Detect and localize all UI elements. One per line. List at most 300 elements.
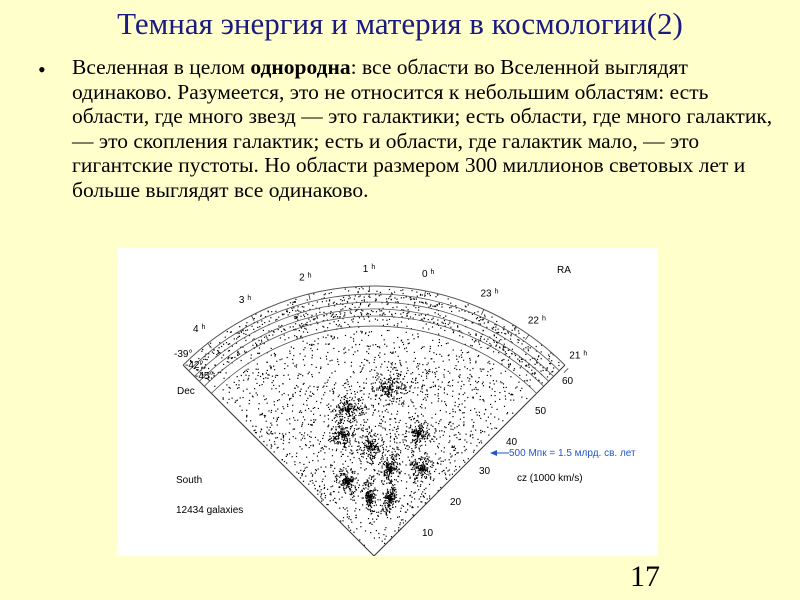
galaxy-point: [335, 417, 336, 418]
galaxy-point: [399, 360, 400, 361]
galaxy-point: [380, 374, 381, 375]
galaxy-point: [480, 418, 481, 419]
galaxy-point: [289, 432, 290, 433]
galaxy-point: [392, 454, 393, 455]
galaxy-point: [307, 405, 308, 406]
galaxy-point: [351, 362, 352, 363]
galaxy-point: [313, 293, 314, 294]
galaxy-point: [357, 449, 358, 450]
galaxy-point: [336, 414, 337, 415]
galaxy-point: [371, 464, 372, 465]
galaxy-point: [480, 399, 481, 400]
galaxy-point: [356, 477, 357, 478]
galaxy-point: [374, 435, 375, 436]
galaxy-point: [324, 415, 325, 416]
galaxy-point: [263, 378, 264, 379]
galaxy-point: [339, 481, 340, 482]
galaxy-point: [372, 450, 373, 451]
galaxy-point: [422, 438, 423, 439]
galaxy-point: [421, 501, 422, 502]
galaxy-point: [413, 392, 414, 393]
cz-tick-60: 60: [562, 376, 574, 387]
galaxy-point: [344, 490, 345, 491]
galaxy-point: [369, 478, 370, 479]
galaxy-point: [423, 432, 424, 433]
galaxy-point: [398, 387, 399, 388]
galaxy-point: [518, 382, 519, 383]
galaxy-point: [297, 386, 298, 387]
galaxy-point: [230, 388, 231, 389]
galaxy-point: [385, 400, 386, 401]
galaxy-point: [426, 303, 427, 304]
galaxy-point: [384, 394, 385, 395]
galaxy-point: [379, 352, 380, 353]
galaxy-point: [382, 445, 383, 446]
galaxy-point: [328, 425, 329, 426]
galaxy-point: [368, 317, 369, 318]
galaxy-point: [271, 431, 272, 432]
galaxy-point: [413, 317, 414, 318]
galaxy-point: [426, 460, 427, 461]
galaxy-point: [284, 329, 285, 330]
galaxy-point: [381, 461, 382, 462]
galaxy-point: [329, 300, 330, 301]
galaxy-point: [415, 358, 416, 359]
galaxy-point: [364, 445, 365, 446]
galaxy-point: [327, 352, 328, 353]
galaxy-point: [519, 360, 520, 361]
galaxy-point: [357, 452, 358, 453]
galaxy-point: [308, 484, 309, 485]
galaxy-point: [352, 347, 353, 348]
galaxy-point: [430, 348, 431, 349]
galaxy-point: [358, 496, 359, 497]
galaxy-point: [304, 328, 305, 329]
galaxy-point: [361, 429, 362, 430]
galaxy-point: [348, 349, 349, 350]
galaxy-point: [404, 386, 405, 387]
galaxy-point: [453, 332, 454, 333]
galaxy-point: [368, 482, 369, 483]
galaxy-point: [380, 446, 381, 447]
galaxy-point: [342, 300, 343, 301]
galaxy-point: [281, 413, 282, 414]
galaxy-point: [425, 315, 426, 316]
galaxy-point: [272, 376, 273, 377]
galaxy-point: [412, 372, 413, 373]
galaxy-point: [344, 444, 345, 445]
galaxy-point: [383, 497, 384, 498]
galaxy-point: [366, 482, 367, 483]
galaxy-point: [549, 374, 550, 375]
galaxy-point: [392, 385, 393, 386]
galaxy-point: [541, 351, 542, 352]
galaxy-point: [494, 334, 495, 335]
galaxy-point: [331, 336, 332, 337]
galaxy-point: [272, 334, 273, 335]
galaxy-point: [425, 493, 426, 494]
galaxy-point: [463, 460, 464, 461]
galaxy-point: [339, 416, 340, 417]
galaxy-point: [468, 458, 469, 459]
galaxy-point: [278, 417, 279, 418]
galaxy-point: [297, 420, 298, 421]
galaxy-point: [397, 462, 398, 463]
galaxy-point: [287, 454, 288, 455]
galaxy-point: [296, 366, 297, 367]
galaxy-point: [347, 476, 348, 477]
galaxy-point: [482, 369, 483, 370]
galaxy-point: [429, 293, 430, 294]
galaxy-point: [388, 507, 389, 508]
galaxy-point: [431, 358, 432, 359]
galaxy-point: [384, 473, 385, 474]
galaxy-point: [412, 290, 413, 291]
galaxy-point: [262, 373, 263, 374]
galaxy-point: [293, 417, 294, 418]
galaxy-point: [305, 476, 306, 477]
galaxy-point: [464, 392, 465, 393]
galaxy-point: [477, 389, 478, 390]
galaxy-point: [295, 323, 296, 324]
galaxy-point: [309, 386, 310, 387]
galaxy-point: [492, 368, 493, 369]
galaxy-point: [421, 428, 422, 429]
galaxy-point: [241, 332, 242, 333]
galaxy-point: [421, 314, 422, 315]
galaxy-point: [449, 469, 450, 470]
galaxy-point: [427, 471, 428, 472]
galaxy-point: [301, 323, 302, 324]
galaxy-point: [344, 396, 345, 397]
galaxy-point: [423, 427, 424, 428]
galaxy-point: [477, 317, 478, 318]
galaxy-point: [198, 358, 199, 359]
galaxy-point: [315, 481, 316, 482]
galaxy-point: [326, 405, 327, 406]
galaxy-point: [352, 398, 353, 399]
galaxy-point: [426, 370, 427, 371]
galaxy-point: [334, 461, 335, 462]
galaxy-point: [254, 318, 255, 319]
galaxy-point: [317, 490, 318, 491]
galaxy-point: [358, 292, 359, 293]
galaxy-point: [439, 342, 440, 343]
galaxy-point: [483, 385, 484, 386]
galaxy-point: [319, 443, 320, 444]
galaxy-point: [276, 319, 277, 320]
galaxy-point: [454, 427, 455, 428]
galaxy-point: [261, 341, 262, 342]
galaxy-point: [395, 370, 396, 371]
galaxy-point: [397, 481, 398, 482]
galaxy-point: [415, 378, 416, 379]
galaxy-point: [468, 380, 469, 381]
galaxy-point: [535, 364, 536, 365]
galaxy-point: [350, 420, 351, 421]
galaxy-point: [351, 365, 352, 366]
galaxy-point: [336, 442, 337, 443]
galaxy-point: [390, 436, 391, 437]
galaxy-point: [331, 411, 332, 412]
galaxy-point: [338, 492, 339, 493]
galaxy-point: [411, 381, 412, 382]
galaxy-point: [420, 294, 421, 295]
galaxy-point: [395, 351, 396, 352]
galaxy-point: [401, 519, 402, 520]
galaxy-point: [388, 361, 389, 362]
galaxy-point: [524, 380, 525, 381]
galaxy-point: [415, 442, 416, 443]
galaxy-point: [389, 385, 390, 386]
galaxy-point: [268, 410, 269, 411]
galaxy-point: [249, 393, 250, 394]
galaxy-point: [364, 447, 365, 448]
galaxy-point: [403, 293, 404, 294]
galaxy-point: [387, 489, 388, 490]
galaxy-point: [381, 310, 382, 311]
galaxy-point: [374, 362, 375, 363]
galaxy-point: [284, 368, 285, 369]
galaxy-point: [400, 362, 401, 363]
galaxy-point: [417, 475, 418, 476]
galaxy-point: [387, 492, 388, 493]
galaxy-point: [391, 456, 392, 457]
galaxy-point: [394, 495, 395, 496]
galaxy-point: [458, 452, 459, 453]
galaxy-point: [401, 321, 402, 322]
galaxy-point: [396, 471, 397, 472]
galaxy-point: [372, 414, 373, 415]
galaxy-point: [348, 324, 349, 325]
galaxy-point: [333, 473, 334, 474]
galaxy-point: [392, 307, 393, 308]
galaxy-point: [316, 316, 317, 317]
galaxy-point: [381, 395, 382, 396]
galaxy-point: [345, 443, 346, 444]
galaxy-point: [410, 464, 411, 465]
galaxy-point: [414, 498, 415, 499]
galaxy-point: [353, 485, 354, 486]
galaxy-point: [386, 536, 387, 537]
galaxy-point: [339, 426, 340, 427]
galaxy-point: [388, 379, 389, 380]
galaxy-point: [359, 539, 360, 540]
galaxy-point: [399, 524, 400, 525]
galaxy-point: [456, 469, 457, 470]
galaxy-point: [323, 315, 324, 316]
galaxy-point: [359, 386, 360, 387]
galaxy-point: [421, 494, 422, 495]
galaxy-point: [389, 494, 390, 495]
galaxy-point: [374, 447, 375, 448]
galaxy-point: [439, 443, 440, 444]
ra-axis-label: RA: [557, 265, 571, 276]
galaxy-point: [410, 373, 411, 374]
galaxy-point: [304, 419, 305, 420]
galaxy-point: [344, 407, 345, 408]
galaxy-point: [393, 473, 394, 474]
galaxy-point: [382, 395, 383, 396]
galaxy-point: [391, 378, 392, 379]
galaxy-point: [547, 367, 548, 368]
galaxy-point: [311, 315, 312, 316]
galaxy-point: [422, 364, 423, 365]
galaxy-point: [410, 505, 411, 506]
galaxy-point: [355, 438, 356, 439]
galaxy-point: [389, 499, 390, 500]
galaxy-point: [308, 387, 309, 388]
galaxy-point: [375, 382, 376, 383]
galaxy-point: [350, 422, 351, 423]
galaxy-point: [372, 391, 373, 392]
galaxy-point: [274, 451, 275, 452]
galaxy-point: [402, 378, 403, 379]
galaxy-point: [363, 450, 364, 451]
galaxy-point: [299, 432, 300, 433]
galaxy-point: [392, 499, 393, 500]
galaxy-point: [293, 348, 294, 349]
galaxy-point: [400, 498, 401, 499]
galaxy-point: [342, 429, 343, 430]
galaxy-point: [489, 361, 490, 362]
galaxy-point: [407, 509, 408, 510]
galaxy-point: [388, 330, 389, 331]
galaxy-point: [346, 477, 347, 478]
galaxy-point: [400, 290, 401, 291]
galaxy-point: [299, 446, 300, 447]
galaxy-point: [477, 414, 478, 415]
galaxy-point: [345, 493, 346, 494]
galaxy-point: [369, 427, 370, 428]
galaxy-point: [397, 378, 398, 379]
galaxy-point: [360, 424, 361, 425]
galaxy-point: [356, 489, 357, 490]
galaxy-point: [274, 369, 275, 370]
galaxy-fan-diagram: [117, 248, 658, 556]
galaxy-point: [388, 390, 389, 391]
galaxy-point: [327, 380, 328, 381]
galaxy-point: [371, 460, 372, 461]
galaxy-point: [388, 397, 389, 398]
galaxy-point: [321, 501, 322, 502]
galaxy-point: [448, 371, 449, 372]
galaxy-point: [348, 446, 349, 447]
galaxy-point: [456, 355, 457, 356]
galaxy-point: [376, 519, 377, 520]
galaxy-point: [355, 404, 356, 405]
galaxy-point: [290, 327, 291, 328]
galaxy-point: [534, 372, 535, 373]
galaxy-point: [437, 462, 438, 463]
galaxy-point: [349, 486, 350, 487]
galaxy-point: [310, 321, 311, 322]
galaxy-point: [312, 483, 313, 484]
galaxy-point: [353, 338, 354, 339]
galaxy-point: [353, 457, 354, 458]
galaxy-point: [317, 301, 318, 302]
galaxy-point: [413, 451, 414, 452]
galaxy-point: [361, 371, 362, 372]
galaxy-point: [249, 403, 250, 404]
galaxy-point: [316, 329, 317, 330]
galaxy-point: [409, 460, 410, 461]
galaxy-point: [400, 374, 401, 375]
galaxy-point: [320, 402, 321, 403]
galaxy-point: [490, 369, 491, 370]
galaxy-point: [373, 439, 374, 440]
galaxy-point: [473, 452, 474, 453]
galaxy-point: [518, 340, 519, 341]
galaxy-point: [428, 319, 429, 320]
galaxy-point: [307, 398, 308, 399]
galaxy-point: [340, 423, 341, 424]
galaxy-point: [277, 424, 278, 425]
galaxy-point: [320, 496, 321, 497]
galaxy-point: [479, 412, 480, 413]
galaxy-point: [344, 300, 345, 301]
galaxy-point: [454, 450, 455, 451]
galaxy-point: [392, 369, 393, 370]
galaxy-point: [406, 445, 407, 446]
galaxy-point: [429, 471, 430, 472]
galaxy-point: [256, 392, 257, 393]
galaxy-point: [424, 465, 425, 466]
galaxy-point: [489, 363, 490, 364]
galaxy-point: [410, 386, 411, 387]
galaxy-point: [293, 436, 294, 437]
galaxy-point: [244, 351, 245, 352]
galaxy-point: [440, 437, 441, 438]
galaxy-point: [334, 409, 335, 410]
galaxy-point: [340, 421, 341, 422]
galaxy-point: [414, 387, 415, 388]
galaxy-point: [308, 318, 309, 319]
galaxy-point: [299, 462, 300, 463]
galaxy-point: [298, 306, 299, 307]
galaxy-point: [370, 485, 371, 486]
slide-title: Темная энергия и материя в космологии(2): [117, 6, 683, 41]
galaxy-point: [267, 378, 268, 379]
galaxy-point: [435, 414, 436, 415]
galaxy-point: [289, 312, 290, 313]
galaxy-point: [406, 326, 407, 327]
galaxy-point: [490, 404, 491, 405]
galaxy-point: [322, 447, 323, 448]
galaxy-point: [421, 302, 422, 303]
galaxy-point: [396, 373, 397, 374]
galaxy-point: [326, 386, 327, 387]
galaxy-point: [467, 397, 468, 398]
galaxy-point: [366, 409, 367, 410]
galaxy-point: [398, 454, 399, 455]
galaxy-point: [354, 298, 355, 299]
galaxy-point: [438, 395, 439, 396]
galaxy-point: [359, 344, 360, 345]
galaxy-point: [339, 435, 340, 436]
galaxy-point: [444, 392, 445, 393]
galaxy-point: [229, 392, 230, 393]
galaxy-point: [367, 491, 368, 492]
galaxy-point: [319, 372, 320, 373]
galaxy-point: [518, 333, 519, 334]
galaxy-point: [440, 328, 441, 329]
galaxy-point: [368, 505, 369, 506]
galaxy-point: [382, 505, 383, 506]
galaxy-point: [271, 425, 272, 426]
galaxy-point: [351, 386, 352, 387]
galaxy-point: [278, 447, 279, 448]
